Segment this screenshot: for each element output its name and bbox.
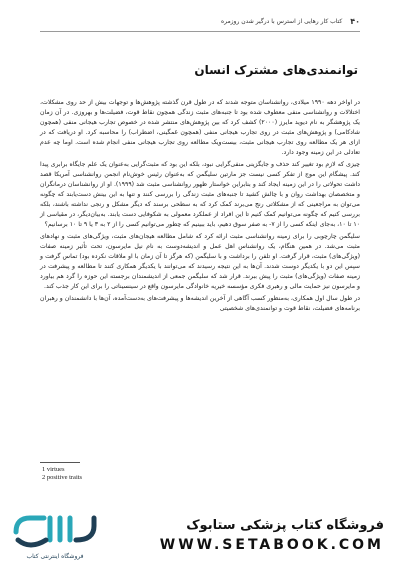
paragraph-3: سلیگمن چارچوبی را برای زمینه روانشناسی مثبت ارائه کرد که شامل مطالعه هیجان‌های مثبت، ویژگی‌های مثبت و نهادهای مثبت می‌شد. در همین هنگام، یک روانشناس اهل عمل و اندیشه‌دوست به نام نیل مایرسون، تحت تأثیر زمینه صفات (ویژگی‌های) مثبت، قرار گرفت. او تلفن را برداشت و با سلیگمن (که هرگز تا آن زمان با او ملاقات نکرده بود) تماس گرفت و سپس این دو با یکدیگر دوست شدند. آن‌ها به این نتیجه رسیدند که می‌توانند با یکدیگر همکاری کنند تا مطالعه و پیشرفت در زمینه صفات (ویژگی‌های) مثبت را پیش ببرند. قرار شد که سلیگمن جمعی از اندیشمندان برجسته این حوزه را گرد هم بیاورد و مایرسون نیز حمایت مالی و رهبری فکری مؤسسه خیریه خانوادگی مایرسون واقع در سینسیناتی را برای این کار جذب کند.	[40, 233, 360, 290]
body-text	[40, 98, 360, 316]
setabook-logo-icon	[10, 510, 100, 564]
section-title: توانمندی‌های مشترک انسان	[194, 63, 358, 77]
footnote-divider	[40, 462, 80, 463]
paragraph-2: چیزی که لازم بود تغییر کند حذف و جایگزینی منفی‌گرایی نبود، بلکه این بود که مثبت‌گرایی به‌عنوان یک علم جایگاه برابری پیدا کند. پیشگام این موج از تفکر کسی نیست جز مارتین سلیگمن که به‌عنوان رئیس خوش‌نام انجمن روانشناسی آمریکا قصد داشت تحولاتی را در این زمینه ایجاد کند و بنابراین خواستار ظهور روانشناسی مثبت شد (۱۹۹۹). او از روانشناسان درمانگران و متخصصان بهداشت روان و با چالش کشید تا جنبه‌های مثبت زندگی را بررسی کنند و تنها به این بینش دست‌یابند که چگونه می‌توان به مراجعینی که از مشکلاتی رنج می‌برند کمک کرد که به سطحی برسند که دیگر مشکل و رنجی نداشته باشند، بلکه بررسی کنیم که چگونه می‌توانیم کمک کنیم تا این افراد از عملکرد معمولی به شکوفایی دست یابند. به‌بیان‌دیگر، در مقیاسی از ۱۰ تا ۱۰، به‌جای اینکه کسی را از ۷- به صفر سوق دهیم، باید ببینیم که چطور می‌توانیم کسی را از ۲ به ۳ یا ۹ تا ۱۰ برسانیم؟	[40, 161, 360, 228]
store-name: فروشگاه کتاب پزشکی ستابوک	[186, 518, 384, 533]
footnote-1: 1 virtues	[42, 466, 65, 473]
paragraph-1: در اواخر دهه ۱۹۹۰ میلادی، روانشناسان متوجه شدند که در طول قرن گذشته پژوهش‌ها و توجهات بیش از حد روی مشکلات، اختلالات و روانشناسی منفی معطوف شده بود تا جنبه‌های مثبت زندگی همچون نقاط قوت، فضیلت‌ها و بهروزی. در آن زمان یک پژوهشگر به نام دیوید مایرز (۲۰۰۰) کشف کرد که بین پژوهش‌های منتشر شده در خصوص تجارب هیجانی منفی (همچون شادکامی) و پژوهش‌های مثبت در روی تجارب هیجانی منفی (همچون غمگینی، اضطراب) را محاسبه کرد. او دریافت که در ازای هر یک مطالعه روی تجارب هیجانی مثبت، بیست‌و‌یک مطالعه روی تجارب هیجانی منفی انجام شده است. اوما چه عدم تعادلی در این زمینه وجود دارد.	[40, 99, 360, 156]
page-number: ۴۰	[350, 16, 360, 26]
logo-caption: فروشگاه اینترنتی کتاب	[26, 553, 84, 560]
store-url[interactable]: WWW.SETABOOK.COM	[159, 537, 384, 553]
setabook-logo	[10, 510, 100, 564]
paragraph-4: در طول سال اول همکاری، به‌منظور کسب آگاهی از آخرین اندیشه‌ها و پیشرفت‌های به‌دست‌آمده، آن‌ها با دانشمندان و رهبران برنامه‌های فضیلت، نقاط قوت و توانمندی‌های شخصیتی	[40, 295, 360, 312]
running-title: کتاب کار رهایی از استرس با درگیر شدن روزمره	[220, 17, 343, 25]
running-header	[40, 14, 360, 32]
footnotes	[42, 466, 82, 482]
store-banner	[154, 518, 384, 553]
footnote-2: 2 positive traits	[42, 474, 83, 481]
